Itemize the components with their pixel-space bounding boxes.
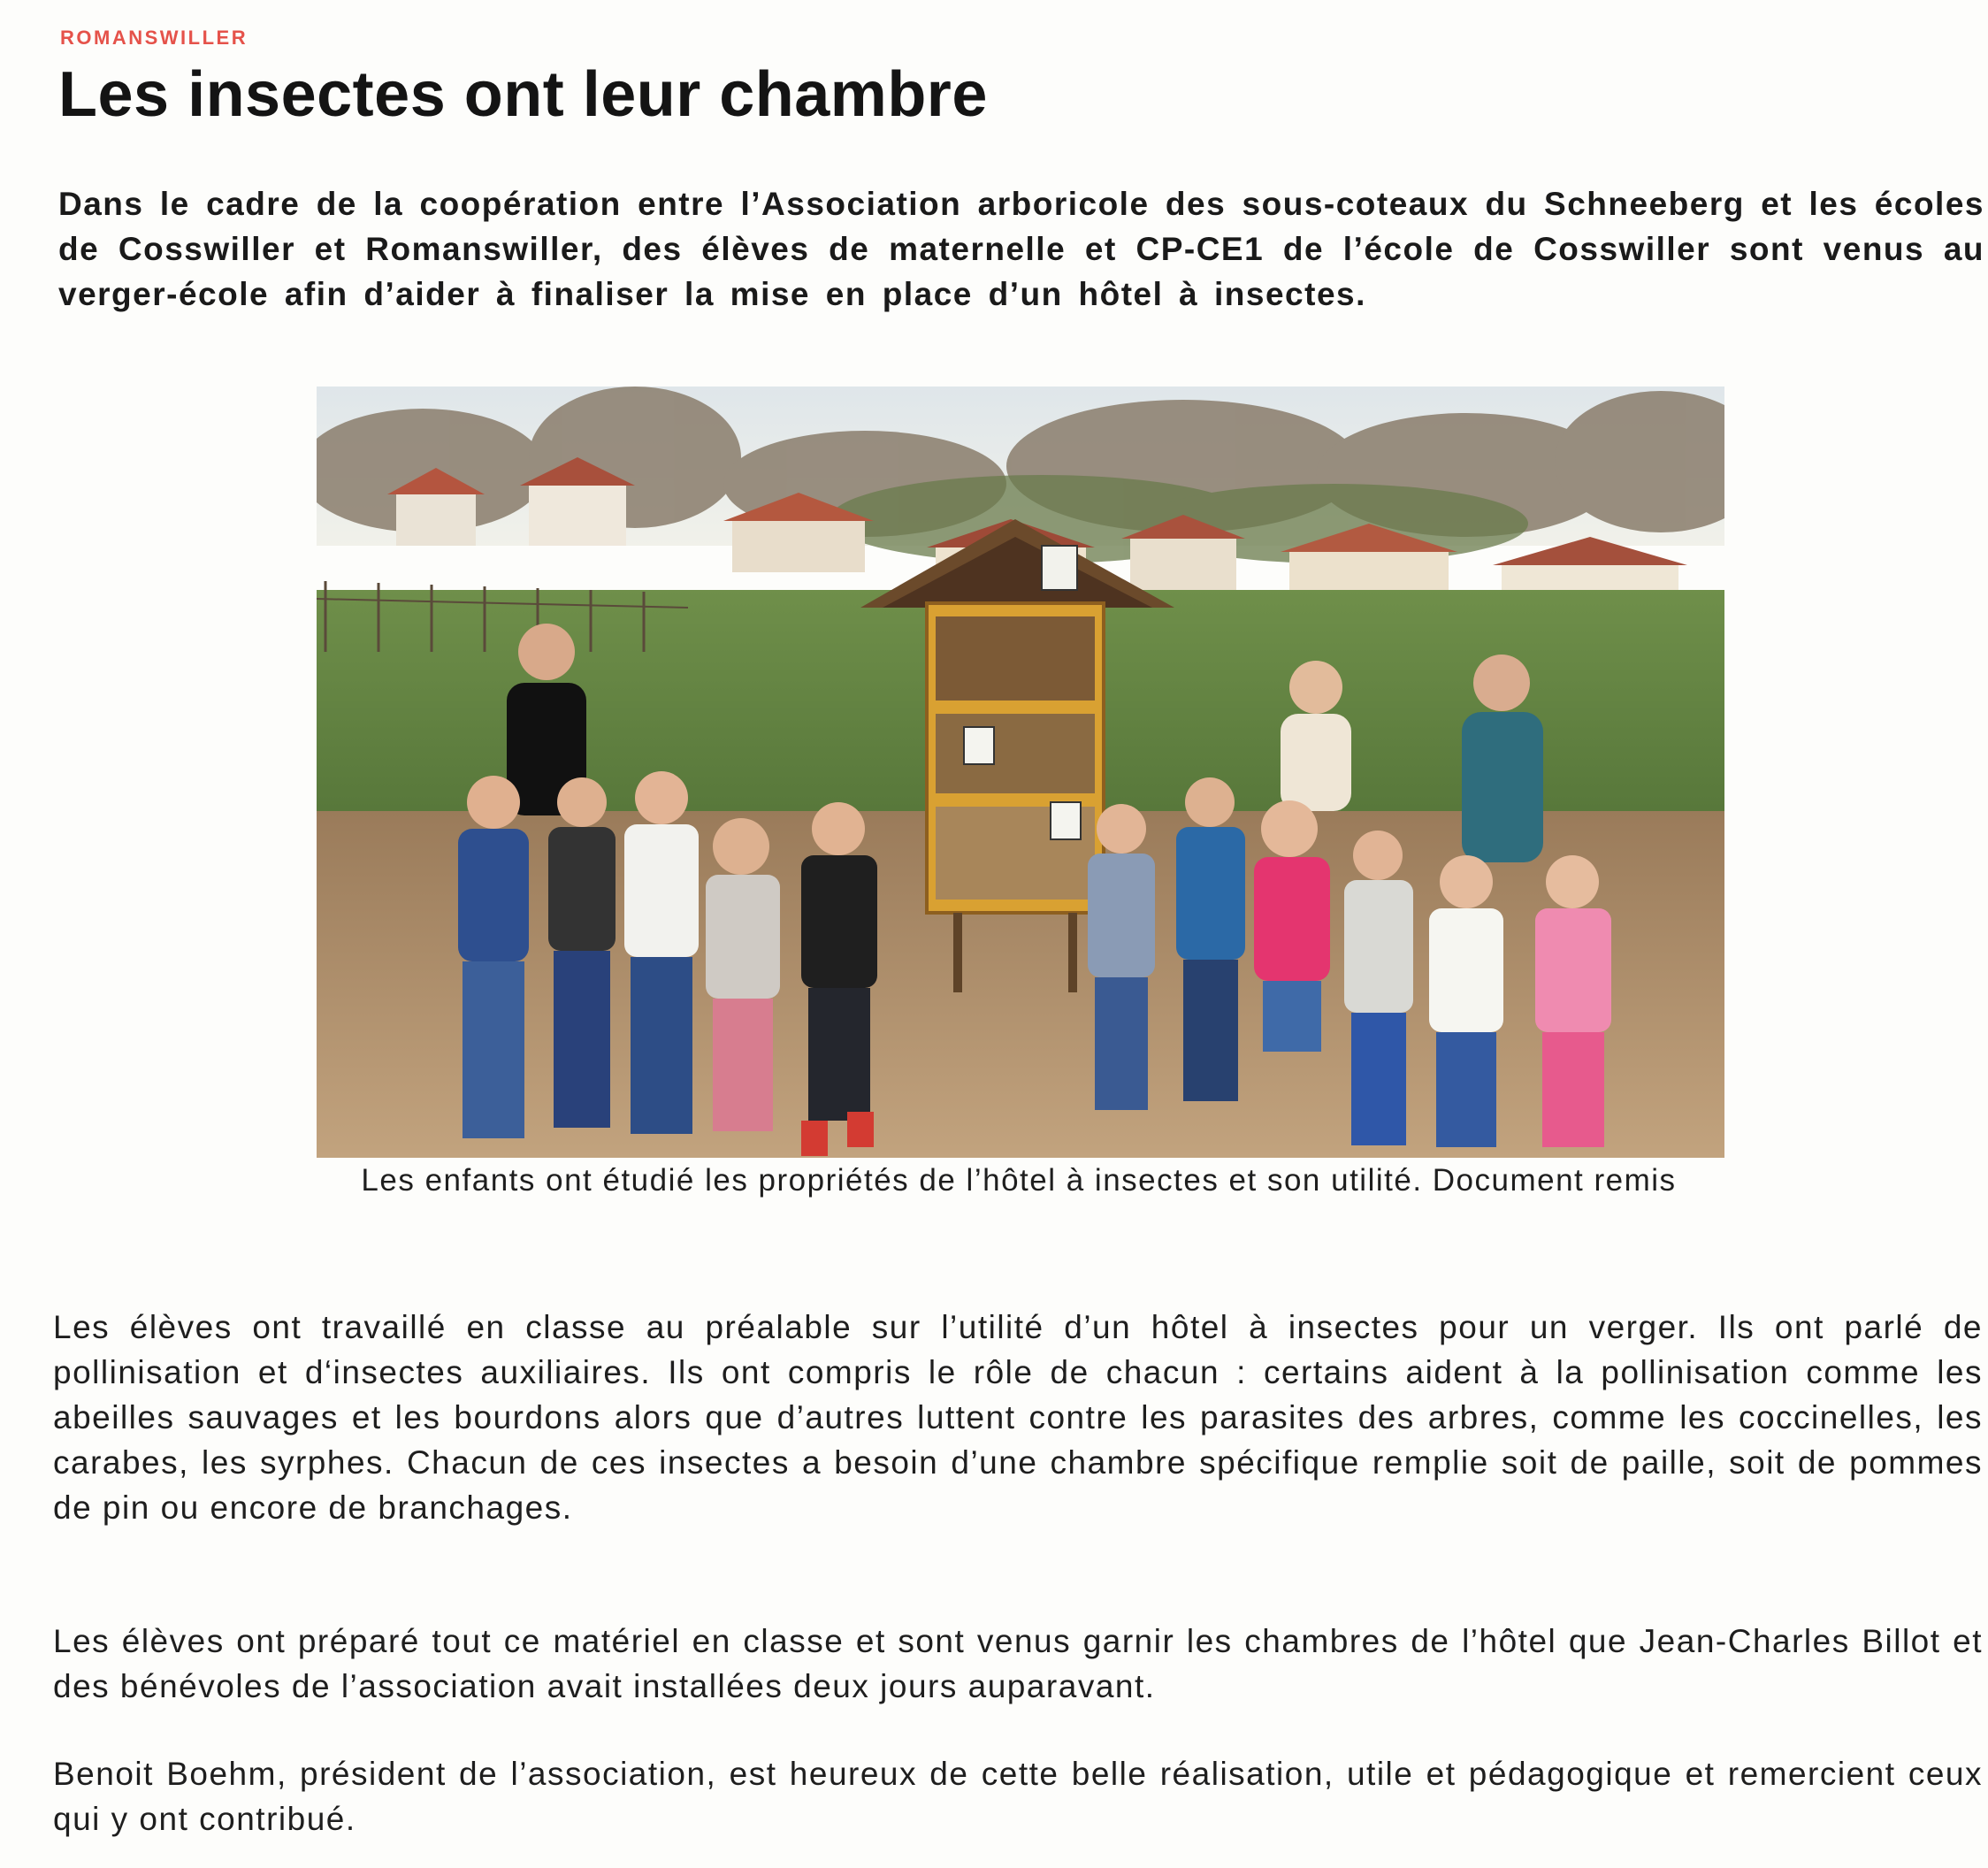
article-headline: Les insectes ont leur chambre xyxy=(58,59,988,130)
article-photo xyxy=(317,387,1724,1158)
photo-illustration xyxy=(317,387,1724,1158)
article-lead: Dans le cadre de la coopération entre l’Association arboricole des sous-coteaux du Schneeberg et les écoles de Cosswiller et Romanswiller, des élèves de maternelle et CP-CE1 de l’école de Cosswiller sont venus au verger-école afin d’aider à finaliser la mise en place d’un hôtel à insectes. xyxy=(58,186,1984,312)
section-kicker: ROMANSWILLER xyxy=(60,27,248,49)
body-paragraph-3: Benoit Boehm, président de l’association, est heureux de cette belle réalisation, utile et pédagogique et remercient ceux qui y ont contribué. xyxy=(53,1756,1983,1837)
photo-caption: Les enfants ont étudié les propriétés de l’hôtel à insectes et son utilité. Document remis xyxy=(361,1163,1677,1198)
body-paragraph-1: Les élèves ont travaillé en classe au préalable sur l’utilité d’un hôtel à insectes pour un verger. Ils ont parlé de pollinisation et d‘insectes auxiliaires. Ils ont compris le rôle de chacun : certains aident à la pollinisation comme les abeilles sauvages et les bourdons alors que d’autres luttent contre les parasites des arbres, comme les coccinelles, les carabes, les syrphes. Chacun de ces insectes a besoin d’une chambre spécifique remplie soit de paille, soit de pommes de pin ou encore de branchages. xyxy=(53,1309,1983,1526)
body-paragraph-2: Les élèves ont préparé tout ce matériel en classe et sont venus garnir les chambres de l’hôtel que Jean-Charles Billot et des bénévoles de l’association avait installées deux jours auparavant. xyxy=(53,1623,1983,1704)
